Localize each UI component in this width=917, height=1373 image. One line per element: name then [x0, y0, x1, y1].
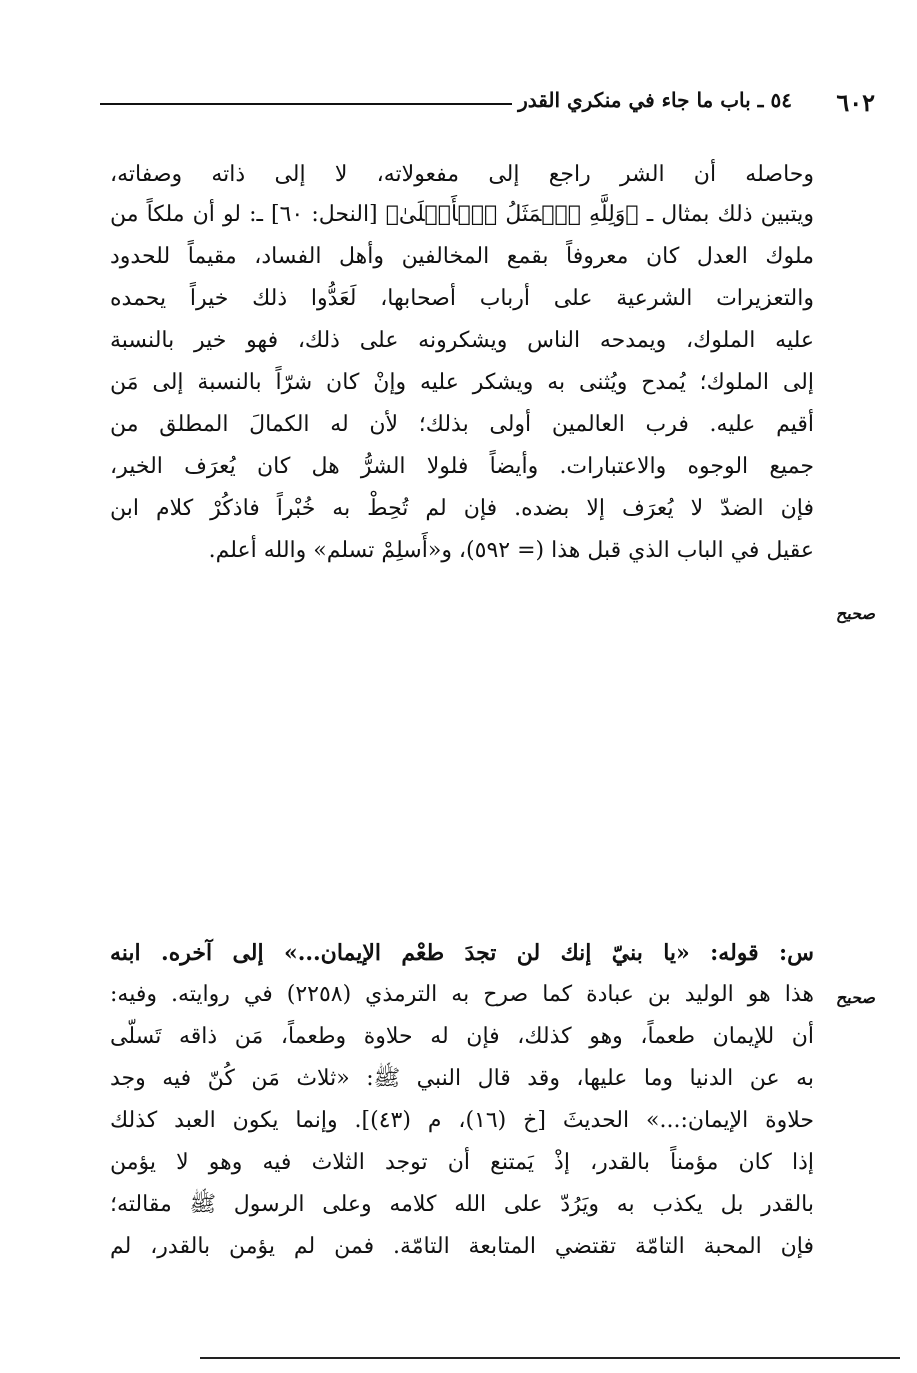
text-line: ويتبين ذلك بمثال ـ ﴿وَلِلَّهِ ٱلۡمَثَلُ ٱلۡأَعۡلَىٰ﴾ [النحل: ٦٠] ـ: لو أن ملكاً من — [110, 202, 814, 227]
grade-label: صحيح — [835, 988, 875, 1007]
text-line: جميع الوجوه والاعتبارات. وأيضاً فلولا الشرُّ هل كان يُعرَف الخير، — [110, 454, 814, 479]
text-line: ملوك العدل كان معروفاً بقمع المخالفين وأهل الفساد، مقيماً للحدود — [110, 244, 814, 269]
page-number: ٦٠٢ — [836, 88, 875, 117]
grade-label: صحيح — [835, 604, 875, 623]
text-line: أن للإيمان طعماً، وهو كذلك، فإن له حلاوة وطعماً، مَن ذاقه تَسلّى — [110, 1024, 814, 1049]
footer-rule — [200, 1357, 900, 1359]
text-line: عليه الملوك، ويمدحه الناس ويشكرونه على ذلك، فهو خير بالنسبة — [110, 328, 814, 353]
chapter-title: ٥٤ ـ باب ما جاء في منكري القدر — [518, 88, 792, 112]
text-line: أقيم عليه. فرب العالمين أولى بذلك؛ لأن له الكمالَ المطلق من — [110, 412, 814, 437]
question-line: س: قوله: «يا بنيّ إنك لن تجدَ طعْم الإيمان...» إلى آخره. ابنه — [110, 940, 814, 966]
header-rule — [100, 103, 512, 105]
text-line: به عن الدنيا وما عليها، وقد قال النبي ﷺ: «ثلاث مَن كُنّ فيه وجد — [110, 1066, 814, 1091]
text-line: حلاوة الإيمان:...» الحديثَ [خ (١٦)، م (٤٣)]. وإنما يكون العبد كذلك — [110, 1108, 815, 1133]
text-line: هذا هو الوليد بن عبادة كما صرح به الترمذي (٢٢٥٨) في روايته. وفيه: — [110, 982, 815, 1007]
text-line: وحاصله أن الشر راجع إلى مفعولاته، لا إلى ذاته وصفاته، — [110, 162, 814, 187]
text-line: فإن المحبة التامّة تقتضي المتابعة التامّة. فمن لم يؤمن بالقدر، لم — [110, 1234, 814, 1259]
text-line: إذا كان مؤمناً بالقدر، إذْ يَمتنع أن توجد الثلاث فيه وهو لا يؤمن — [110, 1150, 814, 1175]
text-line: والتعزيرات الشرعية على أرباب أصحابها، لَعَدُّوا ذلك خيراً يحمده — [110, 286, 814, 311]
text-line: بالقدر بل يكذب به ويَرُدّ على الله كلامه وعلى الرسول ﷺ مقالته؛ — [110, 1192, 814, 1217]
text-line: فإن الضدّ لا يُعرَف إلا بضده. فإن لم تُحِطْ به خُبْراً فاذكُرْ كلام ابن — [110, 496, 814, 521]
text-line: إلى الملوك؛ يُمدح ويُثنى به ويشكر عليه وإنْ كان شرّاً بالنسبة إلى مَن — [110, 370, 814, 395]
text-line: عقيل في الباب الذي قبل هذا (= ٥٩٢)، و«أَسلِمْ تسلم» والله أعلم. — [208, 538, 814, 563]
